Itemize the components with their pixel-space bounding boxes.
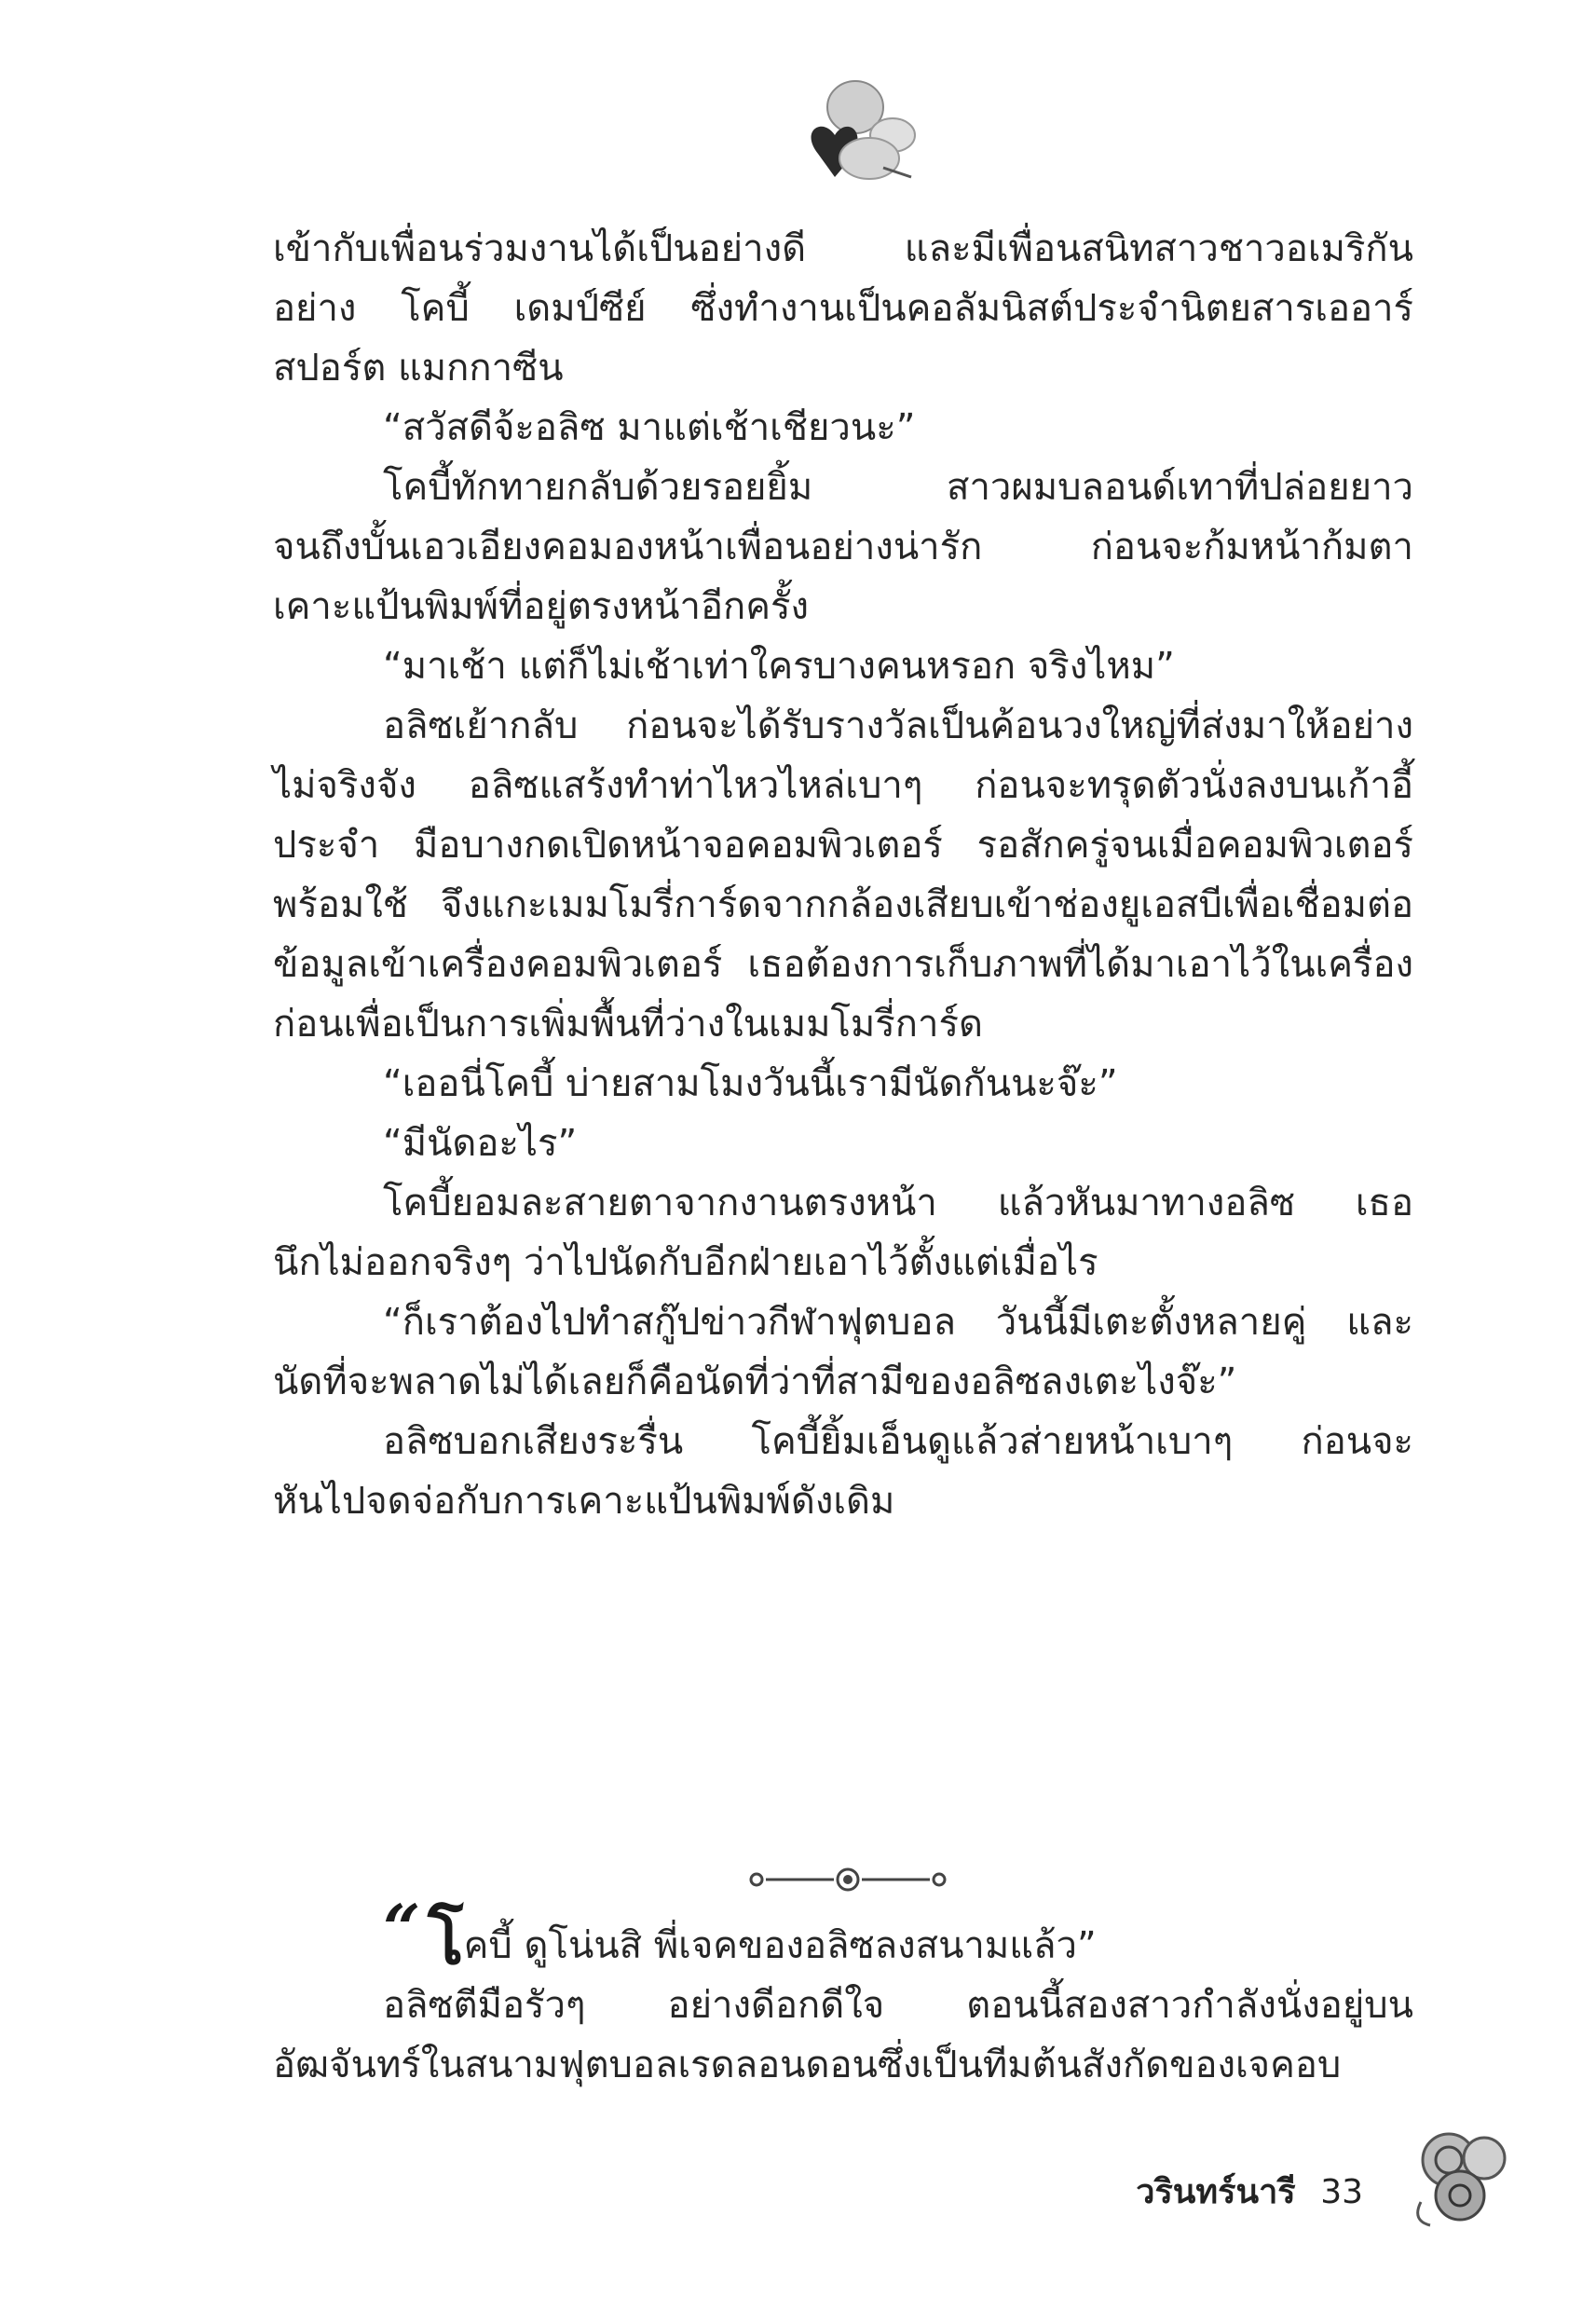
text-line: นัดที่จะพลาดไม่ได้เลยก็คือนัดที่ว่าที่สามีของอลิซลงเตะไงจ๊ะ” — [273, 1361, 1237, 1403]
text-line: อลิซบอกเสียงระรื่น โคบี้ยิ้มเอ็นดูแล้วส่ายหน้าเบาๆ ก่อนจะ — [383, 1420, 1413, 1463]
text-line: ไม่จริงจัง อลิซแสร้งทำท่าไหวไหล่เบาๆ ก่อนจะทรุดตัวนั่งลงบนเก้าอี้ — [273, 764, 1413, 807]
text-line: หันไปจดจ่อกับการเคาะแป้นพิมพ์ดังเดิม — [273, 1480, 895, 1523]
text-line: อย่าง โคบี้ เดมป์ซีย์ ซึ่งทำงานเป็นคอลัมนิสต์ประจำนิตยสารเออาร์ — [273, 287, 1413, 330]
text-line: อลิซเย้ากลับ ก่อนจะได้รับรางวัลเป็นค้อนวงใหญ่ที่ส่งมาให้อย่าง — [383, 704, 1413, 747]
text-line: อลิซตีมือรัวๆ อย่างดีอกดีใจ ตอนนี้สองสาวกำลังนั่งอยู่บน — [383, 1984, 1413, 2027]
text-line: เข้ากับเพื่อนร่วมงานได้เป็นอย่างดี และมีเพื่อนสนิทสาวชาวอเมริกัน — [273, 227, 1413, 270]
rose-flower-icon — [1402, 2113, 1523, 2235]
dropcap-letter: โ — [428, 1900, 464, 1979]
dialogue-line: “สวัสดีจ้ะอลิซ มาแต่เช้าเชียวนะ” — [383, 406, 916, 449]
page-number: 33 — [1320, 2173, 1363, 2211]
text-line: จนถึงบั้นเอวเอียงคอมองหน้าเพื่อนอย่างน่ารัก ก่อนจะก้มหน้าก้มตา — [273, 526, 1413, 568]
dialogue-line: “เออนี่โคบี้ บ่ายสามโมงวันนี้เรามีนัดกันนะจ๊ะ” — [383, 1062, 1118, 1105]
text-line: โคบี้ทักทายกลับด้วยรอยยิ้ม สาวผมบลอนด์เทาที่ปล่อยยาว — [383, 466, 1413, 509]
section-two-text — [273, 1890, 1413, 2095]
text-line: สปอร์ต แมกกาซีน — [273, 347, 564, 390]
section-divider-ornament — [745, 1866, 950, 1894]
text-line: ข้อมูลเข้าเครื่องคอมพิวเตอร์ เธอต้องการเก็บภาพที่ได้มาเอาไว้ในเครื่อง — [273, 943, 1413, 986]
dialogue-line: “มีนัดอะไร” — [383, 1122, 578, 1165]
text-line: นึกไม่ออกจริงๆ ว่าไปนัดกับอีกฝ่ายเอาไว้ตั้งแต่เมื่อไร — [273, 1241, 1098, 1284]
book-title: วรินทร์นารี — [1136, 2173, 1296, 2211]
text-line: โคบี้ยอมละสายตาจากงานตรงหน้า แล้วหันมาทางอลิซ เธอ — [383, 1182, 1413, 1224]
text-line: “ก็เราต้องไปทำสกู๊ปข่าวกีฬาฟุตบอล วันนี้มีเตะตั้งหลายคู่ และ — [383, 1301, 1413, 1344]
text-line: เคาะแป้นพิมพ์ที่อยู่ตรงหน้าอีกครั้ง — [273, 585, 809, 628]
dialogue-line: คบี้ ดูโน่นสิ พี่เจคของอลิซลงสนามแล้ว” — [463, 1924, 1097, 1967]
text-line: ประจำ มือบางกดเปิดหน้าจอคอมพิวเตอร์ รอสักครู่จนเมื่อคอมพิวเตอร์ — [273, 824, 1413, 867]
body-text — [273, 219, 1413, 1531]
dropcap-quote-mark: “ — [383, 1890, 421, 1967]
dropcap-line — [273, 1890, 1413, 1979]
cupid-heart-icon — [781, 65, 921, 196]
text-line: พร้อมใช้ จึงแกะเมมโมรี่การ์ดจากกล้องเสียบเข้าช่องยูเอสบีเพื่อเชื่อมต่อ — [273, 883, 1413, 926]
text-line: อัฒจันทร์ในสนามฟุตบอลเรดลอนดอนซึ่งเป็นทีมต้นสังกัดของเจคอบ — [273, 2044, 1342, 2086]
page-footer — [1136, 2165, 1363, 2218]
text-line: ก่อนเพื่อเป็นการเพิ่มพื้นที่ว่างในเมมโมรี่การ์ด — [273, 1003, 983, 1046]
dialogue-line: “มาเช้า แต่ก็ไม่เช้าเท่าใครบางคนหรอก จริงไหม” — [383, 645, 1175, 688]
